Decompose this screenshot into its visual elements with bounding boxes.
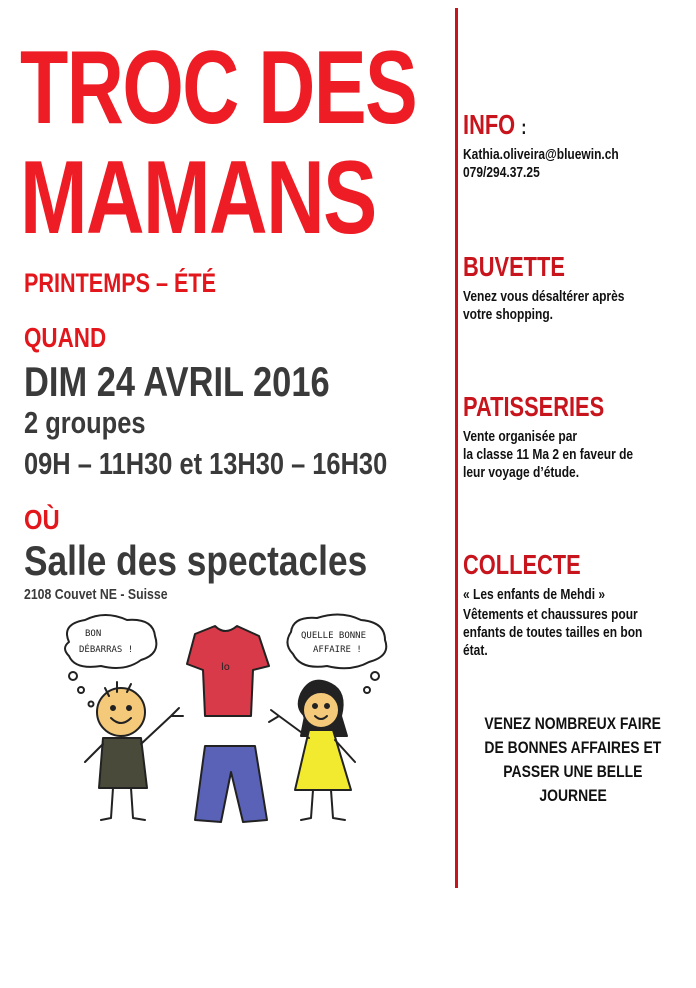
bubble-left-text-1: BON (85, 629, 102, 639)
column-divider (455, 8, 458, 888)
info-colon: : (521, 117, 527, 139)
patisseries-heading: PATISSERIES (463, 391, 605, 422)
closing-line: JOURNEE (539, 786, 607, 805)
bubble-right-text-2: AFFAIRE ! (313, 645, 362, 655)
collecte-text-line: état. (463, 642, 488, 659)
shirt-tag: lo (221, 662, 230, 673)
closing-line: DE BONNES AFFAIRES ET (484, 738, 662, 757)
poster-title-line-2: MAMANS (20, 140, 376, 256)
when-label: QUAND (24, 322, 107, 353)
left-kid (85, 682, 183, 820)
info-heading: INFO : (463, 109, 527, 140)
contact-email: Kathia.oliveira@bluewin.ch (463, 146, 619, 163)
closing-line: PASSER UNE BELLE (503, 762, 643, 781)
right-speech-bubble (287, 614, 386, 668)
collecte-heading: COLLECTE (463, 549, 581, 580)
poster-title-line-1: TROC DES (20, 30, 417, 146)
bubble-left-text-2: DÉBARRAS ! (79, 645, 134, 655)
kids-clothes-illustration (55, 612, 415, 832)
left-speech-bubble (65, 615, 156, 668)
venue-address: 2108 Couvet NE - Suisse (24, 586, 168, 603)
collecte-text-line: Vêtements et chaussures pour (463, 606, 638, 623)
venue-name: Salle des spectacles (24, 537, 368, 584)
right-kid (269, 681, 355, 820)
event-date: DIM 24 AVRIL 2016 (24, 358, 330, 405)
buvette-text-line: Venez vous désaltérer après (463, 288, 625, 305)
blue-pants (195, 746, 267, 822)
groups-count: 2 groupes (24, 405, 146, 440)
buvette-heading: BUVETTE (463, 251, 565, 282)
closing-message (462, 712, 684, 808)
season-subtitle: PRINTEMPS – ÉTÉ (24, 268, 217, 298)
event-hours: 09H – 11H30 et 13H30 – 16H30 (24, 446, 388, 481)
buvette-text-line: votre shopping. (463, 306, 553, 323)
collecte-text-line: enfants de toutes tailles en bon (463, 624, 643, 641)
closing-line: VENEZ NOMBREUX FAIRE (484, 714, 662, 733)
patisseries-text-line: Vente organisée par (463, 428, 578, 445)
contact-phone: 079/294.37.25 (463, 164, 540, 181)
bubble-right-text-1: QUELLE BONNE (301, 631, 367, 641)
where-label: OÙ (24, 504, 60, 535)
patisseries-text-line: leur voyage d’étude. (463, 464, 580, 481)
collecte-text-line: « Les enfants de Mehdi » (463, 586, 606, 603)
patisseries-text-line: la classe 11 Ma 2 en faveur de (463, 446, 634, 463)
